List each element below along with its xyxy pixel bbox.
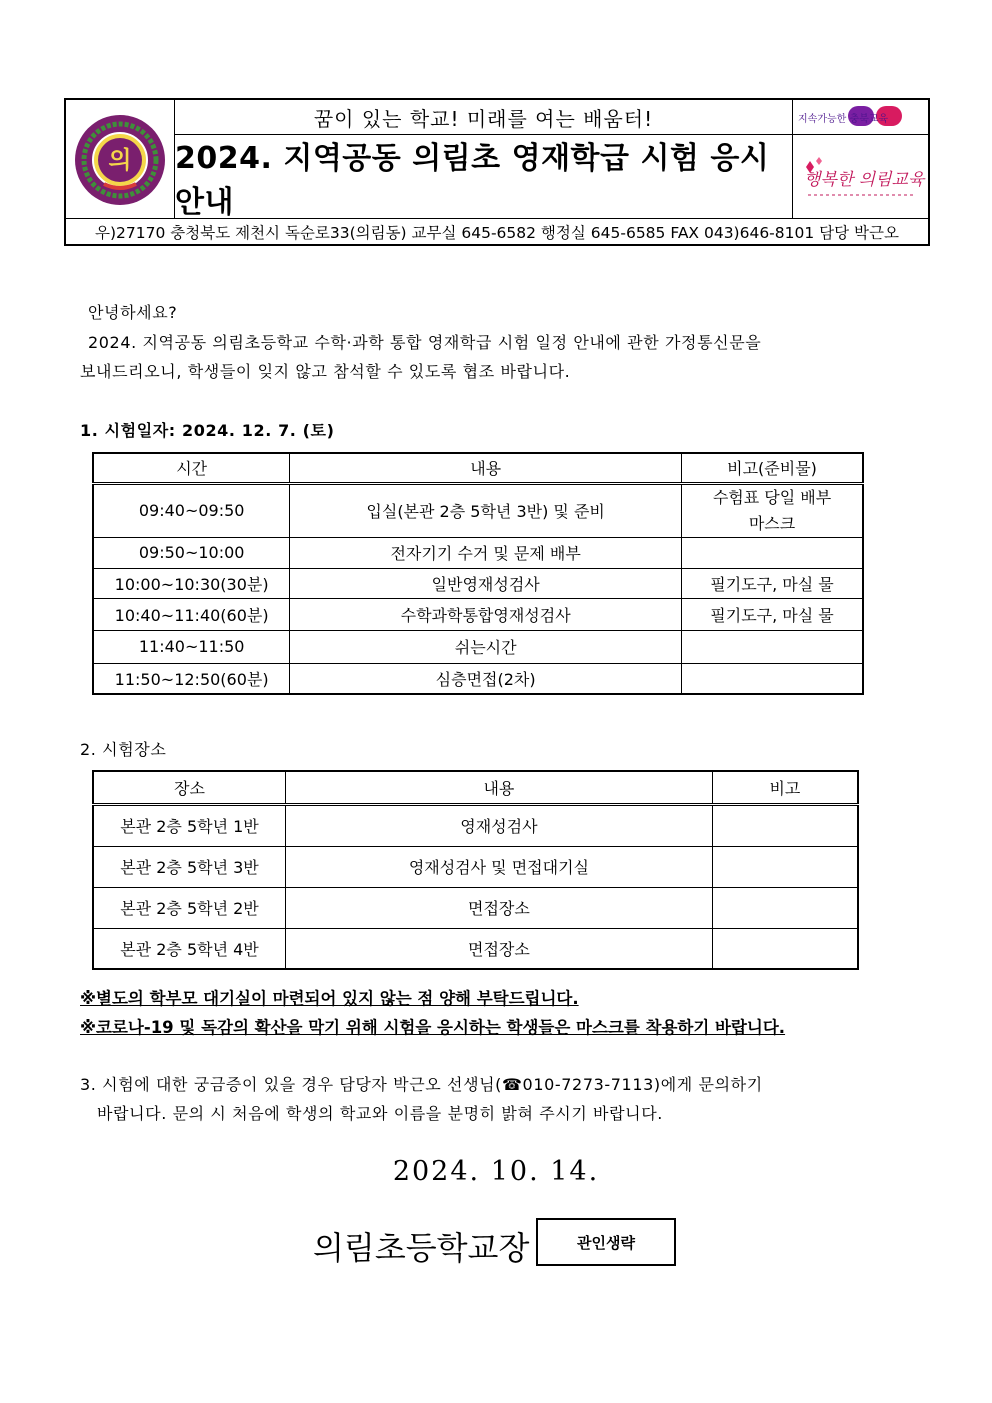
contact-line-1: 3. 시험에 대한 궁금증이 있을 경우 담당자 박근오 선생님(☎010-7273-7113)에게 문의하기 <box>80 1075 763 1094</box>
schedule-time: 10:00~10:30(30분) <box>93 568 290 598</box>
table-row <box>93 630 863 663</box>
schedule-time: 11:40~11:50 <box>93 630 290 663</box>
schedule-time: 09:40~09:50 <box>93 483 290 537</box>
table-row <box>93 568 863 598</box>
table-row <box>93 804 858 846</box>
table-row <box>93 928 858 969</box>
location-note <box>712 928 858 969</box>
location-table <box>92 770 859 970</box>
location-content: 영재성검사 및 면접대기실 <box>286 846 713 887</box>
location-note <box>712 804 858 846</box>
schedule-content: 일반영재성검사 <box>290 568 682 598</box>
table-row <box>93 663 863 694</box>
schedule-content: 전자기기 수거 및 문제 배부 <box>290 537 682 568</box>
table-row <box>93 598 863 630</box>
schedule-note: 필기도구, 마실 물 <box>682 568 863 598</box>
official-seal-omitted: 관인생략 <box>536 1218 676 1266</box>
schedule-time: 11:50~12:50(60분) <box>93 663 290 694</box>
table-row <box>93 887 858 928</box>
location-place: 본관 2층 5학년 1반 <box>93 804 286 846</box>
section2-heading: 2. 시험장소 <box>80 740 167 759</box>
school-address: 우)27170 충청북도 제천시 독순로33(의림동) 교무실 645-6582 행정실 645-6585 FAX 043)646-8101 담당 박근오 <box>66 218 928 244</box>
location-header-note: 비고 <box>712 771 858 804</box>
location-header-place: 장소 <box>93 771 286 804</box>
schedule-content: 쉬는시간 <box>290 630 682 663</box>
schedule-table <box>92 452 864 695</box>
location-header-content: 내용 <box>286 771 713 804</box>
issue-date: 2024. 10. 14. <box>392 1156 600 1187</box>
letterhead <box>64 98 930 246</box>
mask-notice: ※코로나-19 및 독감의 확산을 막기 위해 시험을 응시하는 학생들은 마스크를 착용하기 바랍니다. <box>80 1018 786 1037</box>
table-row <box>93 483 863 537</box>
section1-heading: 1. 시험일자: 2024. 12. 7. (토) <box>80 421 335 440</box>
schedule-note-line: 마스크 <box>748 513 796 533</box>
chungbuk-logo-icon <box>796 102 926 132</box>
school-slogan: 꿈이 있는 학교! 미래를 여는 배움터! <box>175 100 792 135</box>
location-content: 면접장소 <box>286 928 713 969</box>
svg-text:지속가능한 충북교육: 지속가능한 충북교육 <box>797 114 888 125</box>
principal-signature: 의림초등학교장 <box>313 1229 530 1267</box>
svg-text:행복한 의림교육: 행복한 의림교육 <box>803 169 924 190</box>
school-emblem-icon <box>74 114 166 206</box>
uirim-education-logo <box>792 135 928 218</box>
table-row <box>93 846 858 887</box>
schedule-content: 입실(본관 2층 5학년 3반) 및 준비 <box>290 483 682 537</box>
parent-waiting-room-note: ※별도의 학부모 대기실이 마련되어 있지 않는 점 양해 부탁드립니다. <box>80 989 579 1008</box>
schedule-time: 10:40~11:40(60분) <box>93 598 290 630</box>
schedule-header-note: 비고(준비물) <box>682 453 863 483</box>
svg-text:의: 의 <box>108 146 132 174</box>
school-logo-cell <box>66 100 175 218</box>
schedule-note <box>682 663 863 694</box>
schedule-note <box>682 483 863 537</box>
contact-line-2: 바랍니다. 문의 시 처음에 학생의 학교와 이름을 분명히 밝혀 주시기 바랍니다. <box>97 1104 663 1123</box>
intro-line-2: 보내드리오니, 학생들이 잊지 않고 참석할 수 있도록 협조 바랍니다. <box>80 362 571 381</box>
uirim-logo-icon <box>796 147 926 207</box>
chungbuk-education-logo <box>792 100 928 135</box>
schedule-content: 심층면접(2차) <box>290 663 682 694</box>
schedule-note: 필기도구, 마실 물 <box>682 598 863 630</box>
greeting: 안녕하세요? <box>88 303 178 322</box>
location-note <box>712 887 858 928</box>
table-row <box>93 537 863 568</box>
schedule-content: 수학과학통합영재성검사 <box>290 598 682 630</box>
intro-line-1: 2024. 지역공동 의림초등학교 수학·과학 통합 영재학급 시험 일정 안내에 관한 가정통신문을 <box>88 333 762 352</box>
location-place: 본관 2층 5학년 2반 <box>93 887 286 928</box>
location-content: 영재성검사 <box>286 804 713 846</box>
schedule-note <box>682 630 863 663</box>
schedule-header-content: 내용 <box>290 453 682 483</box>
schedule-note-line: 수험표 당일 배부 <box>712 487 832 507</box>
location-place: 본관 2층 5학년 3반 <box>93 846 286 887</box>
schedule-time: 09:50~10:00 <box>93 537 290 568</box>
document-title: 2024. 지역공동 의림초 영재학급 시험 응시 안내 <box>175 140 770 220</box>
location-content: 면접장소 <box>286 887 713 928</box>
location-place: 본관 2층 5학년 4반 <box>93 928 286 969</box>
location-note <box>712 846 858 887</box>
schedule-note <box>682 537 863 568</box>
schedule-header-time: 시간 <box>93 453 290 483</box>
